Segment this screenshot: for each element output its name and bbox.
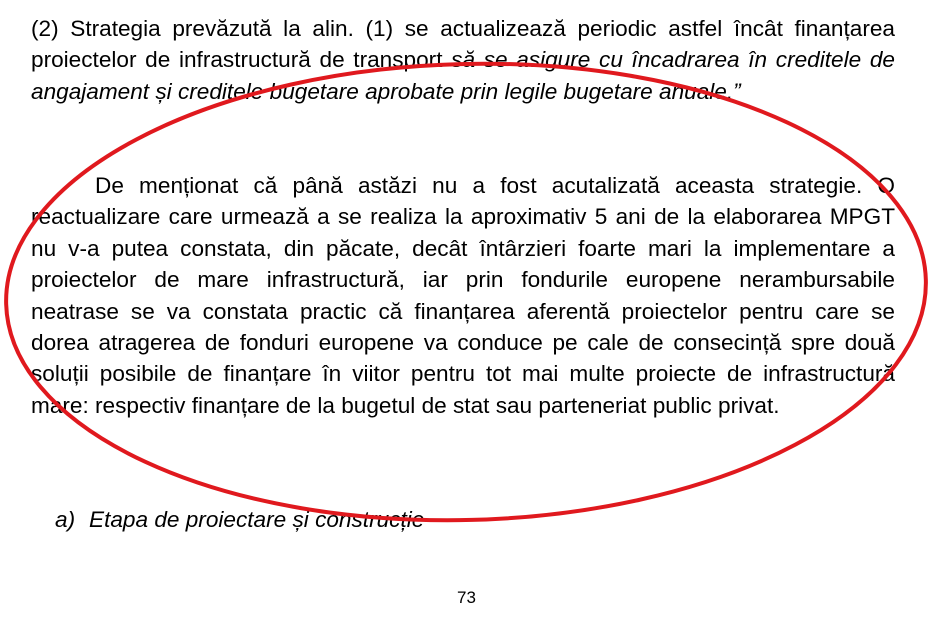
paragraph-commentary-text: De menționat că până astăzi nu a fost acutalizată aceasta strategie. O reactualizare care urmează a se realiza la aproximativ 5 ani de la elaborarea MPGT nu v-a putea constata, din păcate, decât întârzieri foarte mari la implementare a proiectelor de mare infrastructură, iar prin fondurile europene nerambursabile neatrase se va constata practic că finanțarea aferentă proiectelor pentru care se dorea atragerea de fonduri europene va conduce pe cale de consecință spre două soluții posibile de finanțare în viitor pentru tot mai multe proiecte de infrastructură mare: respectiv finanțare de la bugetul de stat sau parteneriat public privat. — [31, 173, 895, 418]
paragraph-article-2 — [31, 13, 895, 107]
section-heading-number: a) — [55, 507, 76, 532]
paragraph-commentary — [31, 170, 895, 421]
section-heading — [55, 507, 424, 533]
paragraph-italic-text: să se asigure cu încadrarea în creditele de angajament și creditele bugetare aprobate prin legile bugetare anuale.” — [31, 47, 895, 104]
page-number: 73 — [457, 588, 476, 607]
section-heading-text: Etapa de proiectare și construcție — [89, 507, 425, 532]
paragraph-regular-text: (2) Strategia prevăzută la alin. (1) se actualizează periodic astfel încât finanțarea proiectelor de infrastructură de transport — [31, 16, 895, 73]
